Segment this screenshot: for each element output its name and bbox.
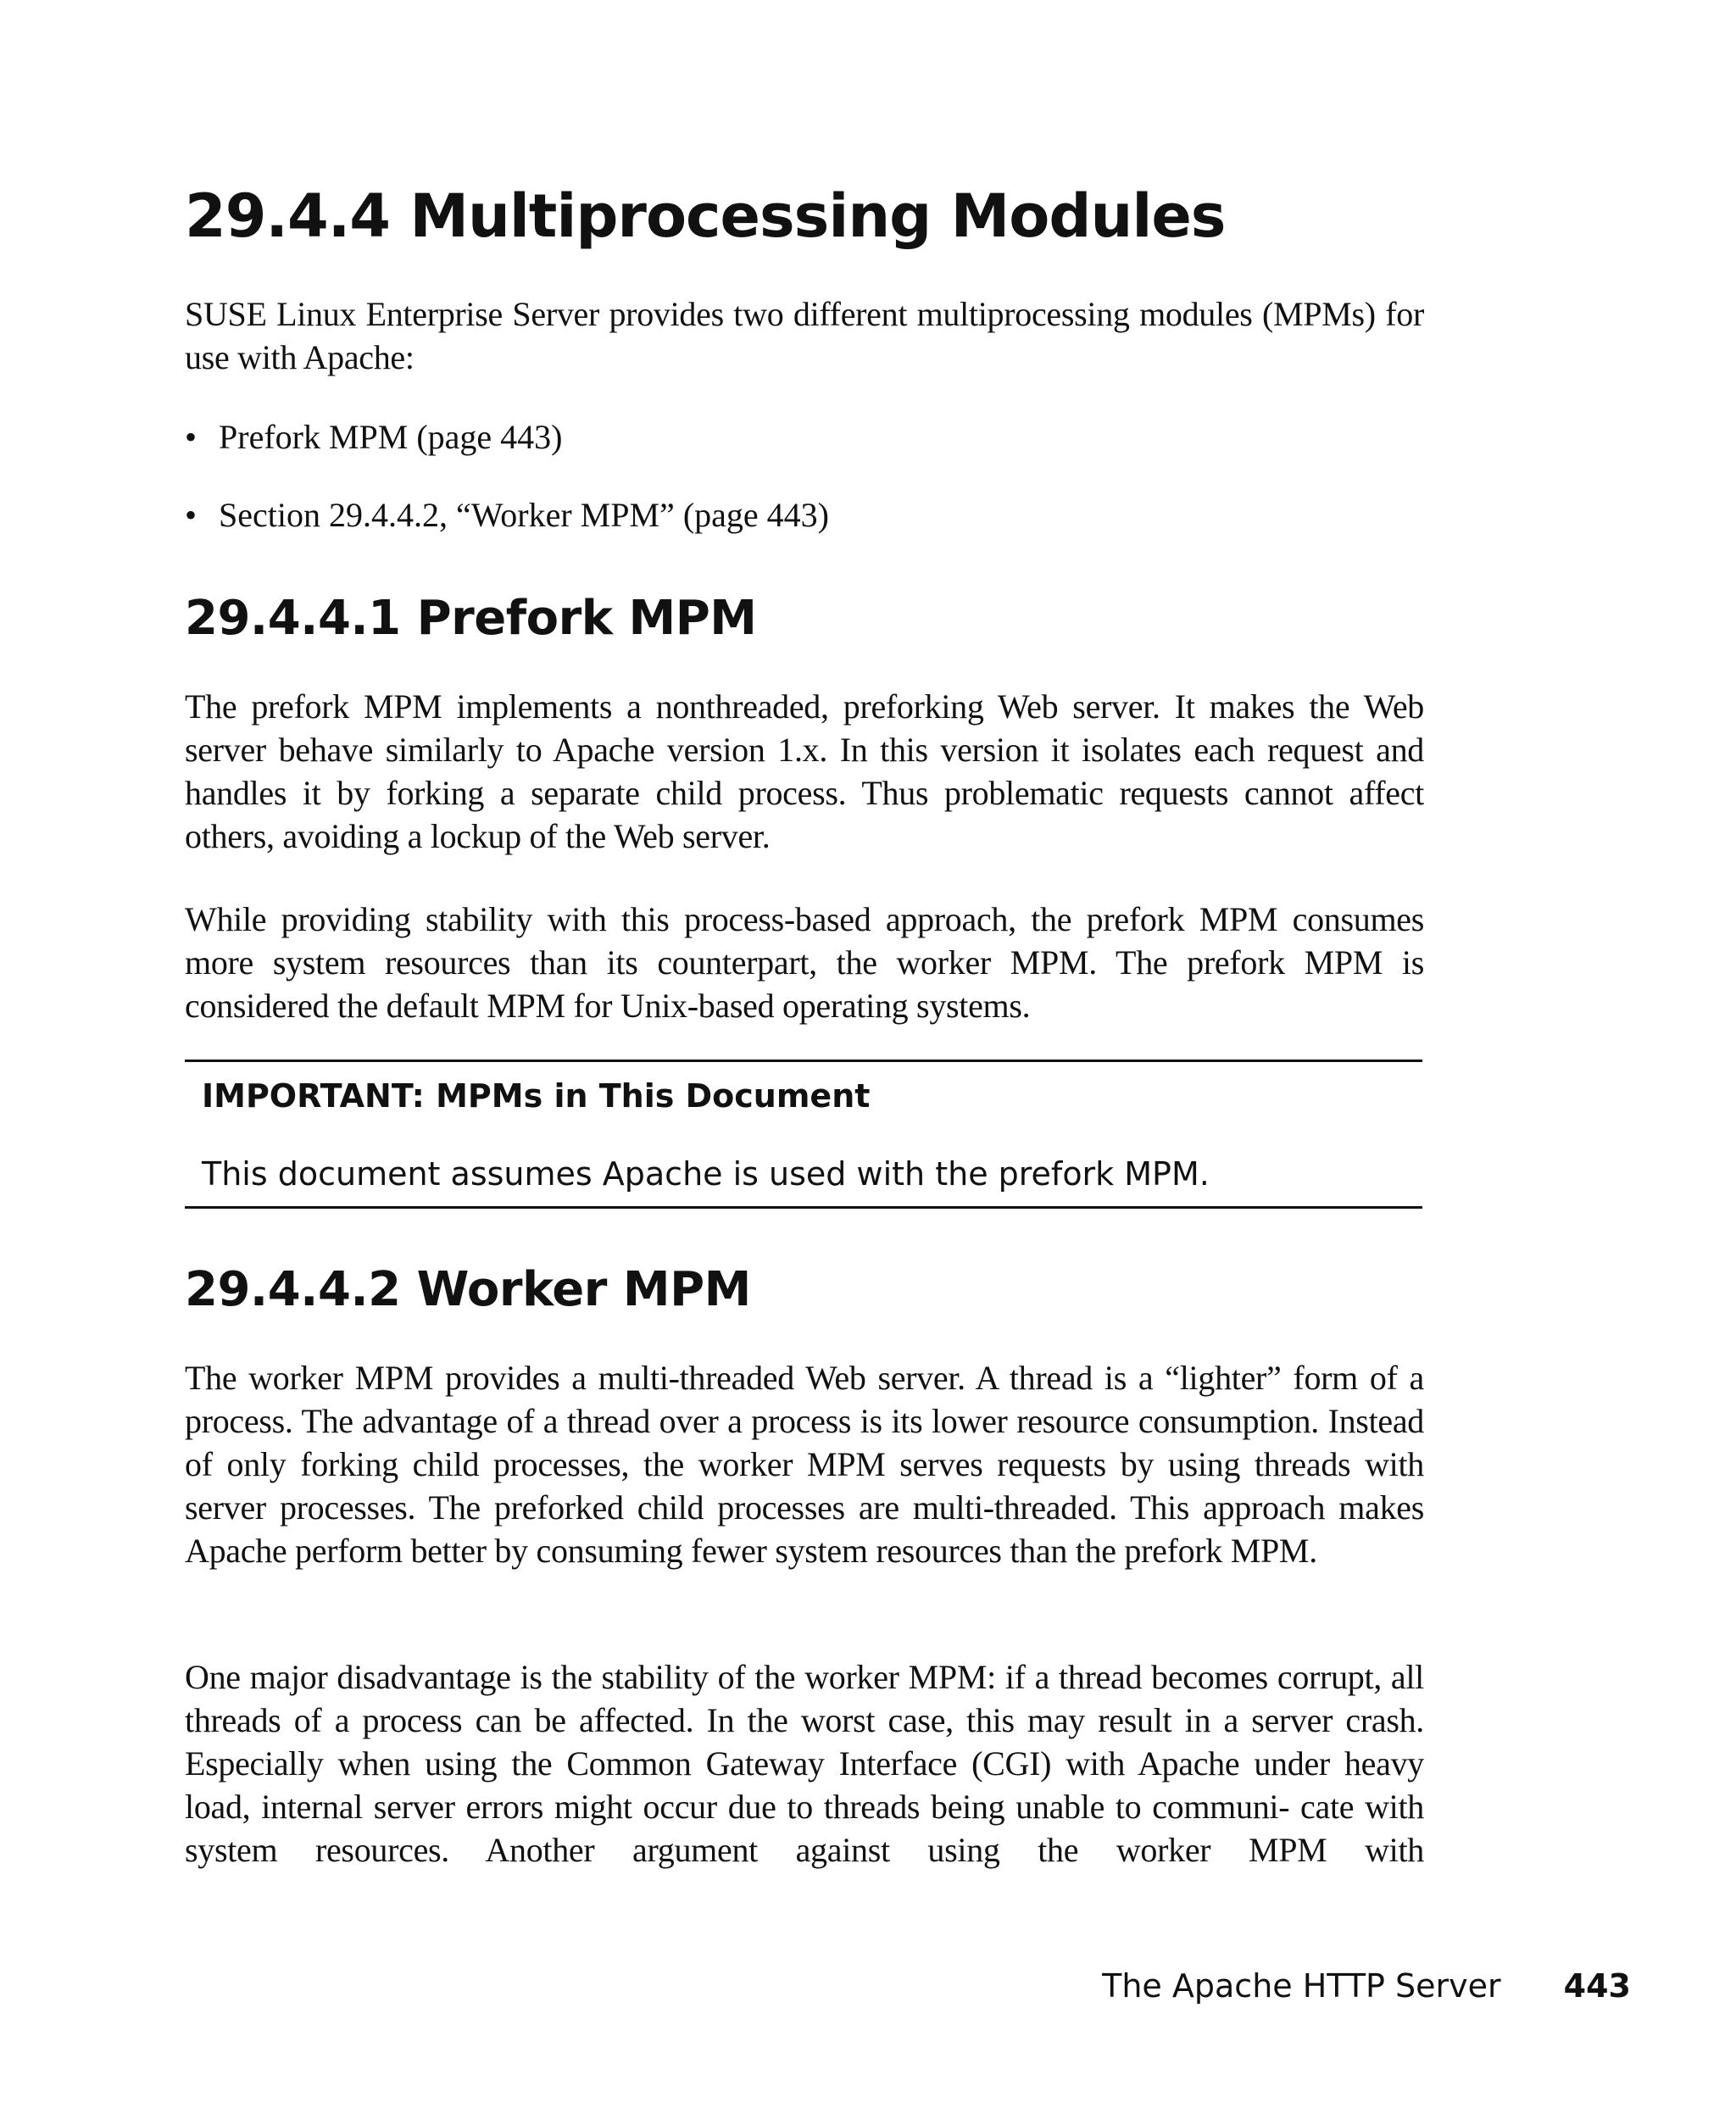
list-item-worker-link[interactable] (185, 493, 829, 537)
worker-paragraph-1: The worker MPM provides a multi-threaded Web server. A thread is a “lighter” form of a process. The advantage of a thread over a process is its lower resource consumption. Instead of only forking child processes, the worker MPM serves requests by using threads with server processes. The preforked child processes are multi-threaded. This approach makes Apache perform better by consuming fewer system resources than the prefork MPM. (185, 1359, 1424, 1570)
prefork-paragraph-2: While providing stability with this process-based approach, the prefork MPM consumes more system resources than its counterpart, the worker MPM. The prefork MPM is considered the default MPM for Unix-based operating systems. (185, 900, 1424, 1025)
page-footer (1102, 1965, 1631, 2007)
list-item-label: Prefork MPM (page 443) (219, 418, 563, 456)
notice-title: IMPORTANT: MPMs in This Document (202, 1077, 871, 1115)
footer-chapter-title: The Apache HTTP Server (1102, 1967, 1501, 2005)
page-number: 443 (1563, 1967, 1631, 2005)
intro-paragraph: SUSE Linux Enterprise Server provides two different multiprocessing modules (MPMs) for use with Apache: (185, 295, 1424, 376)
notice-body: This document assumes Apache is used with the prefork MPM. (202, 1155, 1210, 1193)
list-item-prefork-link[interactable] (185, 415, 829, 459)
bullet-icon: • (185, 496, 198, 534)
subsection-heading-worker: 29.4.4.2 Worker MPM (185, 1262, 751, 1317)
important-notice (185, 1060, 1422, 1209)
bullet-icon: • (185, 418, 198, 456)
prefork-paragraph-1: The prefork MPM implements a nonthreaded, preforking Web server. It makes the Web server behave similarly to Apache version 1.x. In this version it isolates each request and handles it by forking a separate child process. Thus problematic requests cannot affect others, avoiding a lockup of the Web server. (185, 687, 1424, 855)
mpm-list (185, 415, 829, 571)
worker-paragraph-2: One major disadvantage is the stability of the worker MPM: if a thread becomes corrupt, all threads of a process can be affected. In the worst case, this may result in a server crash. Especially when using the Common Gateway Interface (CGI) with Apache under heavy load, internal server errors might occur due to threads being unable to communi- cate with system resources. Another argument against using the worker MPM with (185, 1658, 1424, 1869)
subsection-heading-prefork: 29.4.4.1 Prefork MPM (185, 591, 757, 646)
list-item-label: Section 29.4.4.2, “Worker MPM” (page 443) (219, 496, 829, 534)
section-heading-multiprocessing-modules: 29.4.4 Multiprocessing Modules (185, 181, 1226, 251)
